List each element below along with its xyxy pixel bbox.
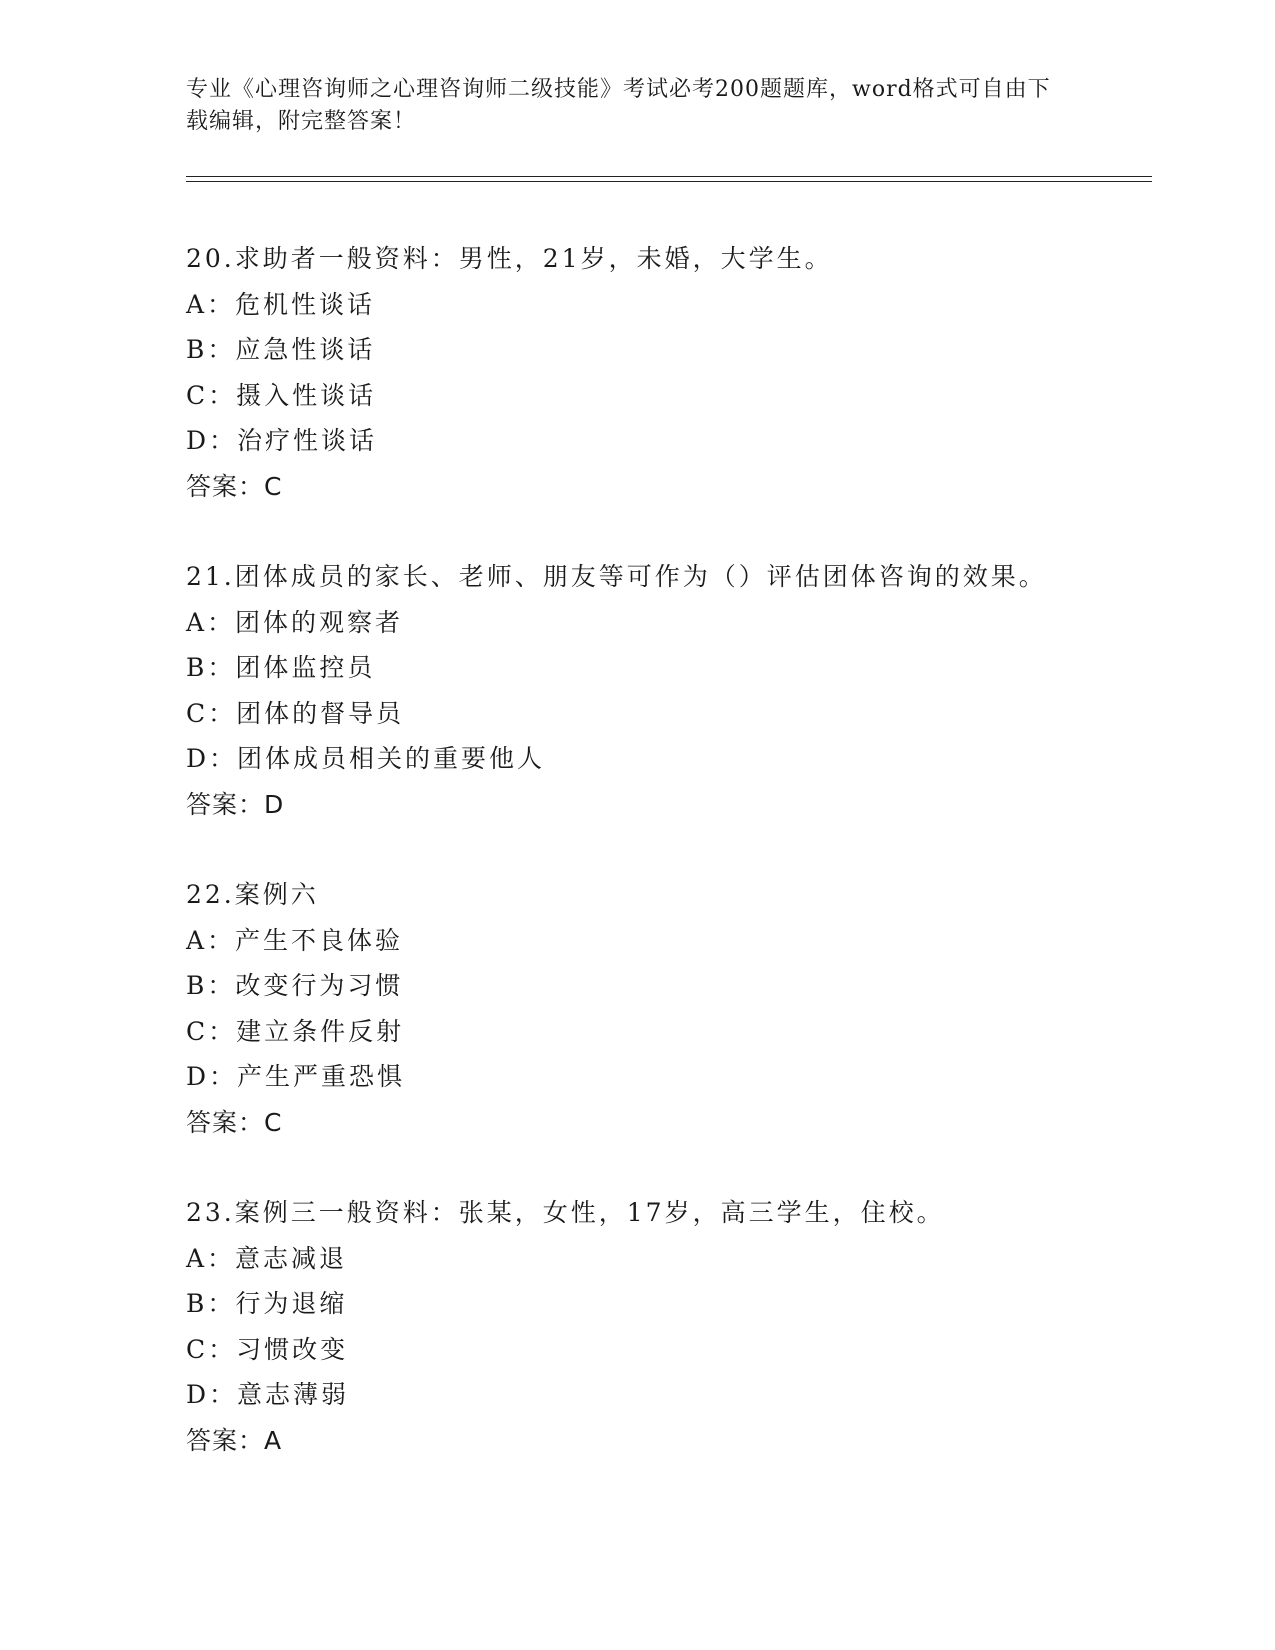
answer: 答案：D — [186, 789, 285, 819]
question-21 — [186, 554, 1146, 827]
option-d: D：产生严重恐惧 — [186, 1062, 406, 1091]
document-intro: 专业《心理咨询师之心理咨询师二级技能》考试必考200题题库，word格式可自由下载编辑，附完整答案！ — [186, 77, 1051, 134]
question-23 — [186, 1190, 1146, 1463]
header-divider-top — [186, 176, 1152, 177]
option-d: D：意志薄弱 — [186, 1380, 350, 1409]
question-stem: 21.团体成员的家长、老师、朋友等可作为（）评估团体咨询的效果。 — [186, 562, 1047, 591]
option-b: B：行为退缩 — [186, 1289, 348, 1318]
question-stem: 23.案例三一般资料：张某，女性，17岁，高三学生，住校。 — [186, 1198, 945, 1227]
question-stem: 22.案例六 — [186, 880, 319, 909]
option-a: A：危机性谈话 — [186, 289, 376, 319]
question-20 — [186, 236, 1146, 509]
answer: 答案：C — [186, 471, 283, 501]
answer: 答案：A — [186, 1425, 283, 1455]
option-b: B：改变行为习惯 — [186, 971, 404, 1000]
option-d: D：治疗性谈话 — [186, 426, 378, 455]
option-a: A：意志减退 — [186, 1243, 348, 1273]
option-b: B：团体监控员 — [186, 653, 376, 682]
option-c: C：习惯改变 — [186, 1334, 349, 1364]
option-c: C：团体的督导员 — [186, 698, 405, 728]
question-list — [186, 236, 1146, 1508]
header-divider-bottom — [186, 181, 1152, 182]
option-d: D：团体成员相关的重要他人 — [186, 744, 546, 773]
option-b: B：应急性谈话 — [186, 335, 376, 364]
answer: 答案：C — [186, 1107, 283, 1137]
option-c: C：建立条件反射 — [186, 1016, 405, 1046]
option-a: A：团体的观察者 — [186, 607, 404, 637]
question-stem: 20.求助者一般资料：男性，21岁，未婚，大学生。 — [186, 244, 833, 273]
option-c: C：摄入性谈话 — [186, 380, 377, 410]
question-22 — [186, 872, 1146, 1145]
option-a: A：产生不良体验 — [186, 925, 404, 955]
